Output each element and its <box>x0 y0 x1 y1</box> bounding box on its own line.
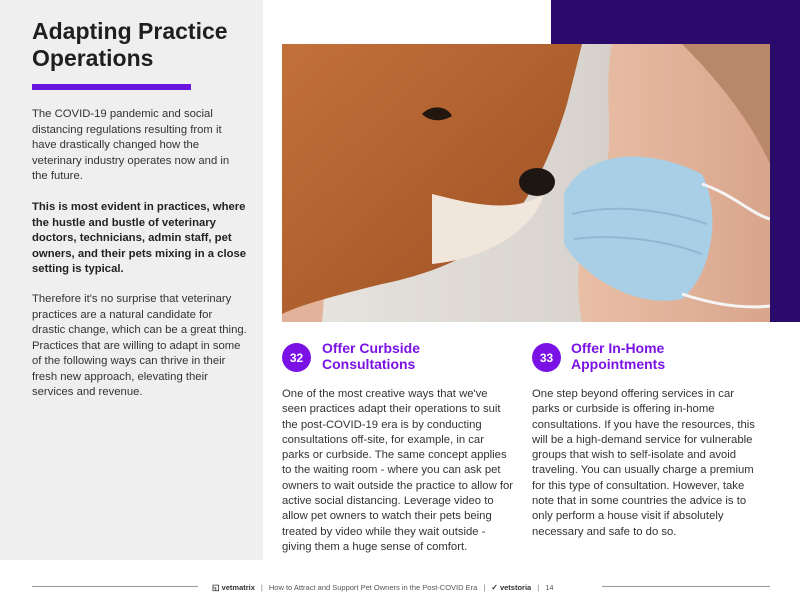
vetstoria-logo <box>491 583 531 592</box>
vetstoria-logo-icon: ✓ <box>491 582 498 592</box>
footer-rule-right <box>602 586 770 587</box>
intro-paragraph-2-bold: This is most evident in practices, where the hustle and bustle of veterinary doctors, technicians, admin staff, pet owners, and their pets mixing in a close setting is typical. <box>32 201 247 275</box>
photo-illustration <box>282 44 770 322</box>
section-body-curbside: One of the most creative ways that we've seen practices adapt their operations to suit the post-COVID-19 era is by conducting consultations off-site, for example, in car parks or curbside. The same concept applies to the waiting room - where you can ask pet owners to wait outside the practice to allow for active social distancing. Leverage video to allow pet owners to watch their pets being treated by video while they wait outside - giving them a huge sense of comfort. <box>282 388 514 553</box>
footer-separator: | <box>483 582 486 592</box>
section-number-badge: 33 <box>532 343 561 372</box>
page-number: 14 <box>545 582 554 592</box>
vetmatrix-logo <box>212 583 255 592</box>
dog-and-masked-woman-photo <box>282 44 770 322</box>
footer-separator: | <box>537 582 540 592</box>
section-body-in-home: One step beyond offering services in car parks or curbside is offering in-home consultations. If you have the resources, this will be a high-demand service for vulnerable groups that wish to self-isolate and avoid traveling. You can usually charge a premium for this type of consultation. However, take note that in some countries the advice is to only perform a house visit if absolutely necessary and safe to do so. <box>532 388 755 538</box>
vetstoria-logo-text: vetstoria <box>499 582 532 592</box>
purple-accent-side <box>770 0 800 322</box>
intro-paragraph-3: Therefore it's no surprise that veterinary practices are a natural candidate for drastic change, which can be a great thing. Practices that are willing to adapt in some of the following ways can thrive in their fresh new approach, elevating their services and revenue. <box>32 293 247 398</box>
page-title: Adapting Practice Operations <box>32 18 228 71</box>
footer-separator: | <box>260 582 263 592</box>
section-heading-curbside: Offer Curbside Consultations <box>322 340 421 372</box>
footer <box>212 581 554 593</box>
section-heading-in-home: Offer In-Home Appointments <box>571 340 666 372</box>
section-number-badge: 32 <box>282 343 311 372</box>
title-underline <box>32 84 191 90</box>
intro-paragraph-1: The COVID-19 pandemic and social distancing regulations resulting from it have drastically changed how the veterinary industry operates now and in the future. <box>32 108 230 182</box>
purple-accent-block <box>551 0 800 44</box>
vetmatrix-logo-icon: ◱ <box>212 582 220 592</box>
footer-document-title: How to Attract and Support Pet Owners in the Post-COVID Era <box>268 582 478 592</box>
footer-rule-left <box>32 586 198 587</box>
vetmatrix-logo-text: vetmatrix <box>221 582 255 592</box>
